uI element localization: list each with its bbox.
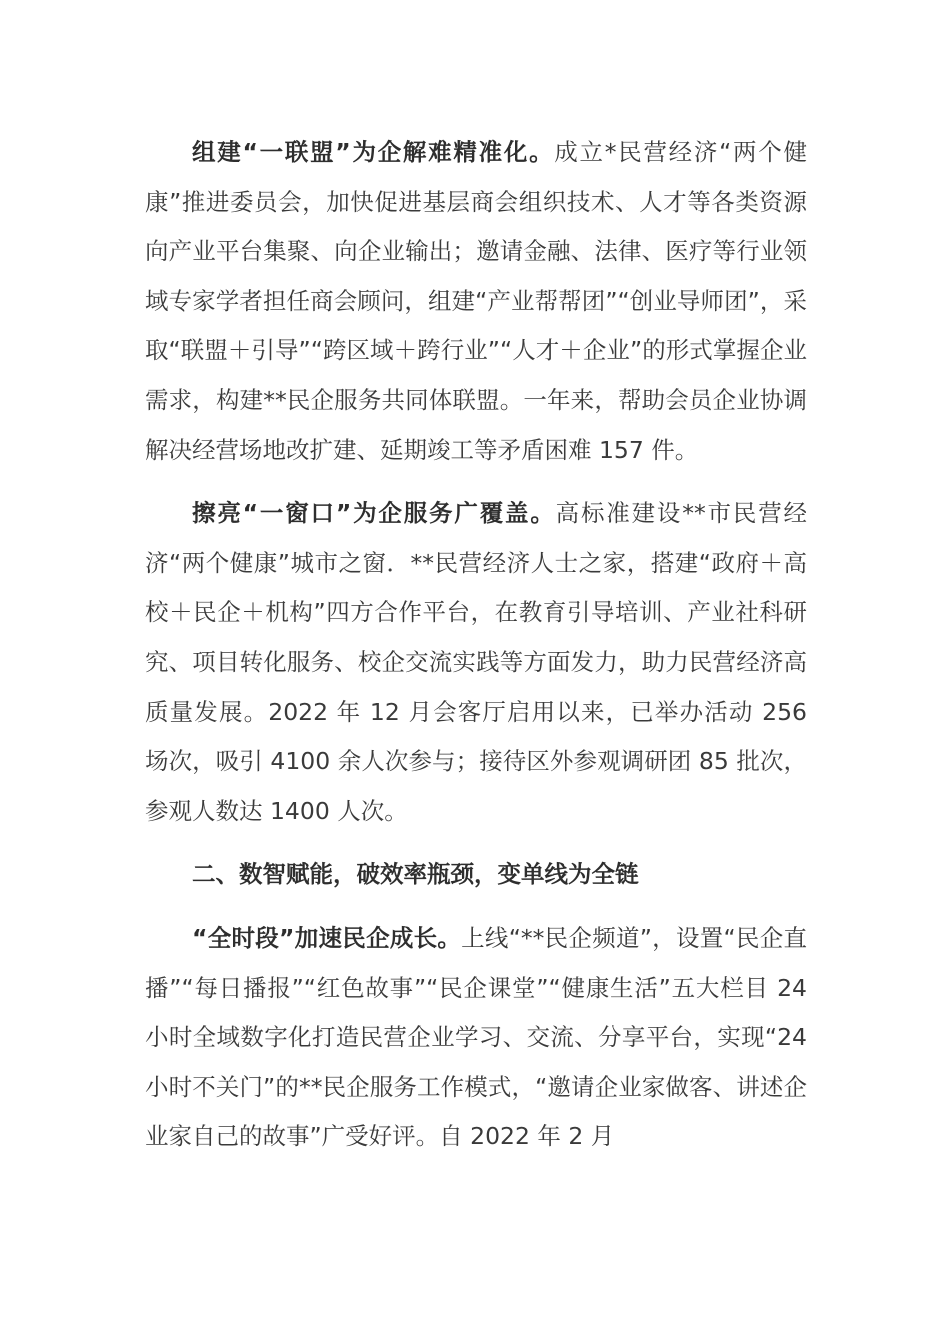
- paragraph-text: 高标准建设**市民营经济“两个健康”城市之窗．**民营经济人士之家，搭建“政府＋高校＋民企＋机构”四方合作平台，在教育引导培训、产业社科研究、项目转化服务、校企交流实践等方面发力，助力民营经济高质量发展。2022 年 12 月会客厅启用以来，已举办活动 256 场次，吸引 4100 余人次参与；接待区外参观调研团 85 批次，参观人数达 1400 人次。: [145, 499, 808, 825]
- document-body: [145, 128, 807, 1162]
- paragraph-text: 成立*民营经济“两个健康”推进委员会，加快促进基层商会组织技术、人才等各类资源向产业平台集聚、向企业输出；邀请金融、法律、医疗等行业领域专家学者担任商会顾问，组建“产业帮帮团”“创业导师团”，采取“联盟＋引导”“跨区域＋跨行业”“人才＋企业”的形式掌握企业需求，构建**民企服务共同体联盟。一年来，帮助会员企业协调解决经营场地改扩建、延期竣工等矛盾困难 157 件。: [145, 138, 807, 464]
- paragraph-alliance: [145, 128, 807, 475]
- paragraph-full-time: [145, 914, 807, 1162]
- paragraph-lead: “全时段”加速民企成长。: [192, 923, 462, 952]
- paragraph-text: 上线“**民企频道”，设置“民企直播”“每日播报”“红色故事”“民企课堂”“健康生活”五大栏目 24 小时全域数字化打造民营企业学习、交流、分享平台，实现“24 小时不关门”的**民企服务工作模式，“邀请企业家做客、讲述企业家自己的故事”广受好评。自 2022 年 2 月: [145, 923, 807, 1151]
- paragraph-lead: 组建“一联盟”为企解难精准化。: [192, 138, 555, 166]
- paragraph-window: [145, 489, 807, 836]
- paragraph-lead: 擦亮“一窗口”为企服务广覆盖。: [192, 499, 556, 528]
- section-heading: 二、数智赋能，破效率瓶颈，变单线为全链: [192, 860, 639, 889]
